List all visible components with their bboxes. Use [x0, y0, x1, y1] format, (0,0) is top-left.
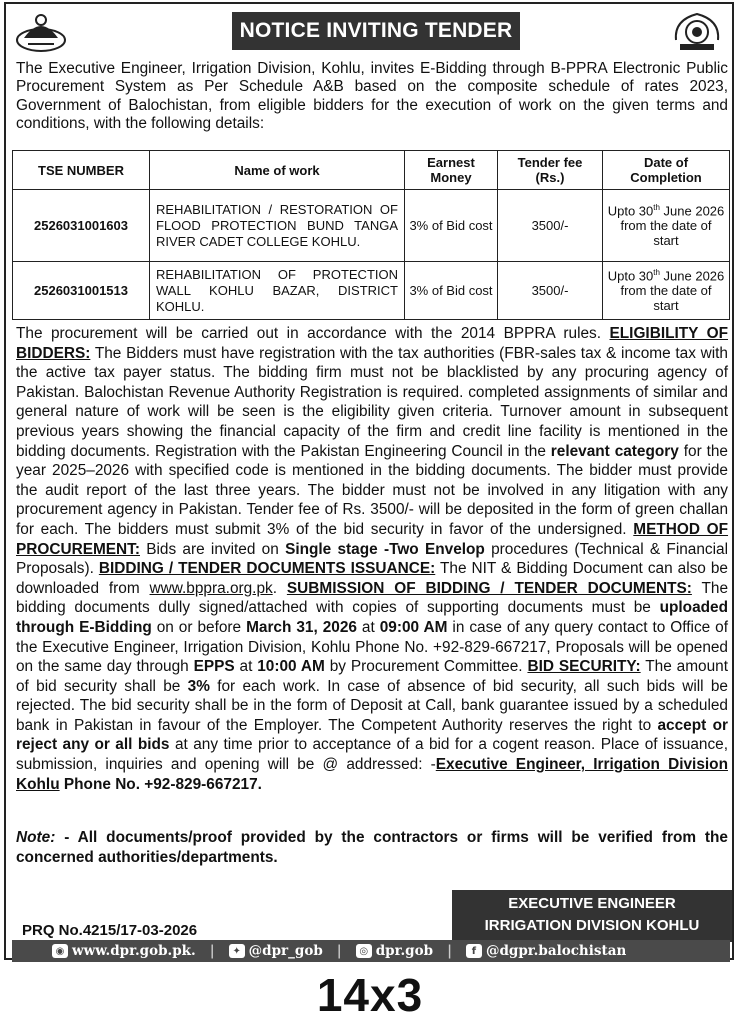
footer-instagram[interactable]: ◎ dpr.gob — [356, 943, 433, 959]
instagram-icon: ◎ — [356, 944, 372, 958]
earnest-money: 3% of Bid cost — [405, 262, 498, 320]
heading-eligibility: ELIGIBILITY OF BIDDERS: — [16, 325, 729, 362]
earnest-money: 3% of Bid cost — [405, 190, 498, 262]
heading-method: METHOD OF PROCUREMENT: — [16, 520, 729, 558]
work-name: REHABILITATION OF PROTECTION WALL KOHLU BAZAR, DISTRICT KOHLU. — [150, 262, 405, 320]
twitter-icon: ✦ — [229, 944, 245, 958]
facebook-icon: f — [466, 944, 482, 958]
work-name: REHABILITATION / RESTORATION OF FLOOD PROTECTION BUND TANGA RIVER CADET COLLEGE KOHLU. — [150, 190, 405, 262]
signature-block — [452, 890, 732, 942]
footer-bar — [12, 940, 730, 962]
col-tender-fee: Tender fee (Rs.) — [498, 151, 603, 190]
terms-body: The procurement will be carried out in accordance with the 2014 BPPRA rules. ELIGIBILITY OF BIDDERS: The Bidders must have registration with the tax authorities (FBR-sales tax & income tax with the active tax payer status. The bidding firm must not be blacklisted by any procuring agency of Pakistan. Balochistan Revenue Authority Registration is required. completed assignments of similar and general nature of work will be seen is the eligibility given criteria. Turnover amount in subsequent previous years showing the financial capacity of the firm and credit line facility is mentioned in the bidding documents. Registration with the Pakistan Engineering Council in the relevant category for the year 2025–2026 with specified code is mentioned in the bidding documents. The bidder must provide the audit report of the last three years. The bidder must not be involved in any litigation with any procurement agency in Pakistan. Tender fee of Rs. 3500/- will be deposited in the form of green challan for each. The bidders must submit 3% of the bid security in favor of the undersigned. METHOD OF PROCUREMENT: Bids are invited on Single stage -Two Envelop procedures (Technical & Financial Proposals). BIDDING / TENDER DOCUMENTS ISSUANCE: The NIT & Bidding Document can also be downloaded from www.bppra.org.pk. SUBMISSION OF BIDDING / TENDER DOCUMENTS: The bidding documents dully signed/attached with copies of supporting documents must be uploaded through E-Bidding on or before March 31, 2026 at 09:00 AM in case of any query contact to Office of the Executive Engineer, Irrigation Division, Kohlu Phone No. +92-829-667217, Proposals will be opened on the same day through EPPS at 10:00 AM by Procurement Committee. BID SECURITY: The amount of bid security shall be 3% for each work. In case of absence of bid security, all such bids will be rejected. The bid security shall be in the form of Deposit at Call, bank guarantee issued by a scheduled bank in Pakistan in favour of the Employer. The Competent Authority reserves the right to accept or reject any or all bids at any time prior to acceptance of a bid for a cogent reason. Place of issuance, submission, inquiries and opening will be @ addressed: -Executive Engineer, Irrigation Division Kohlu Phone No. +92-829-667217. — [16, 325, 729, 793]
tse-number: 2526031001513 — [13, 262, 150, 320]
completion-date: Upto 30th June 2026 from the date of start — [603, 190, 730, 262]
bppra-link[interactable]: www.bppra.org.pk — [149, 579, 273, 597]
signature-title: EXECUTIVE ENGINEER — [508, 895, 676, 912]
department-seal-right — [670, 10, 724, 54]
heading-bidding-documents: BIDDING / TENDER DOCUMENTS ISSUANCE: — [98, 560, 436, 578]
globe-icon: ◉ — [52, 944, 68, 958]
tse-number: 2526031001603 — [13, 190, 150, 262]
tender-fee: 3500/- — [498, 190, 603, 262]
heading-submission: SUBMISSION OF BIDDING / TENDER DOCUMENTS: — [286, 579, 692, 597]
footer-website[interactable]: ◉ www.dpr.gob.pk. — [52, 943, 196, 959]
note-paragraph: Note: - All documents/proof provided by the contractors or firms will be verified from the concerned authorities/departments. — [16, 829, 728, 866]
col-date-of-completion: Date of Completion — [603, 151, 730, 190]
divider: | — [336, 943, 342, 959]
address-underlined: Executive Engineer, Irrigation Division Kohlu — [16, 756, 728, 793]
table-row — [13, 190, 730, 262]
ad-size: 14x3 — [316, 969, 424, 1021]
col-name-of-work: Name of work — [150, 151, 405, 190]
notice-frame — [4, 2, 734, 960]
government-emblem-left — [14, 10, 68, 54]
col-earnest-money: Earnest Money — [405, 151, 498, 190]
divider: | — [447, 943, 452, 959]
note-label: Note: — [16, 829, 56, 846]
divider: | — [209, 943, 215, 959]
completion-date: Upto 30th June 2026 from the date of start — [603, 262, 730, 320]
tender-table — [12, 150, 730, 320]
footer-twitter[interactable]: ✦ @dpr_gob — [229, 943, 323, 959]
signature-office: IRRIGATION DIVISION KOHLU — [484, 917, 700, 934]
prq-number: PRQ No.4215/17-03-2026 — [22, 922, 198, 939]
footer-facebook[interactable]: f @dgpr.balochistan — [466, 943, 626, 959]
heading-bid-security: BID SECURITY: — [527, 658, 641, 676]
intro-paragraph: The Executive Engineer, Irrigation Division, Kohlu, invites E-Bidding through B-PPRA Electronic Public Procurement System as Per Schedule A&B based on the composite schedule of rates 2023, Government of Balochistan, from eligible bidders for the execution of work on the given terms and conditions, with the following details: — [16, 60, 728, 133]
table-row — [13, 262, 730, 320]
tender-fee: 3500/- — [498, 262, 603, 320]
notice-title: NOTICE INVITING TENDER — [232, 12, 520, 50]
col-tse-number: TSE NUMBER — [13, 151, 150, 190]
table-header-row — [13, 151, 730, 190]
